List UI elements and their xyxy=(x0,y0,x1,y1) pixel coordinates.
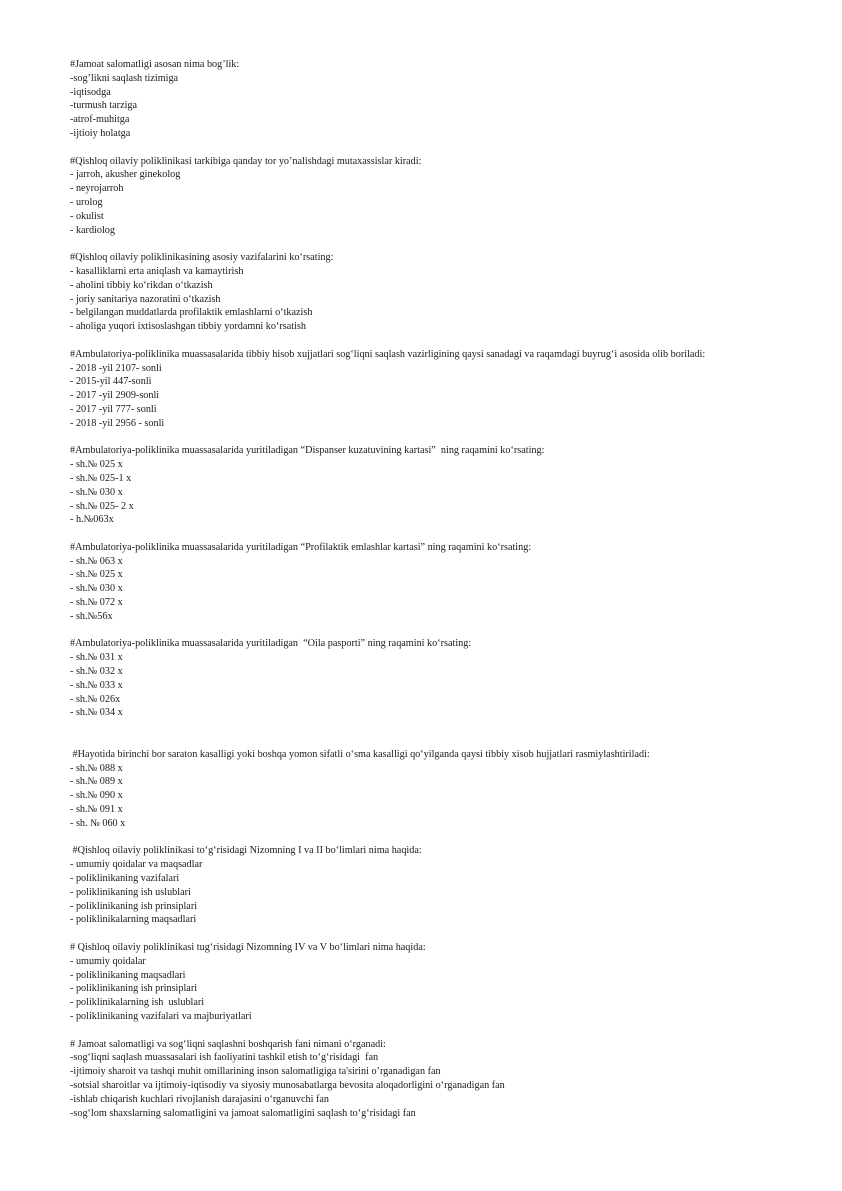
question-block-3 xyxy=(70,251,782,334)
answer-option: -ijtimoiy sharoit va tashqi muhit omillarining inson salomatligiga ta'sirini o’rganadigan fan xyxy=(70,1066,441,1078)
answer-option: - sh.№ 030 x xyxy=(70,583,123,595)
answer-option: - kasalliklarni erta aniqlash va kamaytirish xyxy=(70,265,244,277)
question-text: # Qishloq oilaviy poliklinikasi tug‘risidagi Nizomning IV va V bo‘limlari nima haqida: xyxy=(70,942,426,953)
answer-option: - aholiga yuqori ixtisoslashgan tibbiy yordamni ko‘rsatish xyxy=(70,321,306,333)
answer-option: -sog‘lom shaxslarning salomatligini va jamoat salomatligini saqlash to‘g‘risidagi fan xyxy=(70,1107,416,1119)
question-block-4 xyxy=(70,348,782,431)
answer-option: -sog‘liqni saqlash muassasalari ish faoliyatini tashkil etish to‘g‘risidagi fan xyxy=(70,1052,379,1064)
answer-option: - sh.№ 088 x xyxy=(70,762,123,774)
answer-option: - poliklinikaning vazifalari xyxy=(70,873,180,885)
answer-option: - 2017 -yil 777- sonli xyxy=(70,403,157,415)
question-block-5 xyxy=(70,444,782,527)
question-text: # Jamoat salomatligi va sog‘liqni saqlashni boshqarish fani nimani o‘rganadi: xyxy=(70,1038,386,1050)
question-block-11 xyxy=(70,1038,782,1121)
answer-option: - kardiolog xyxy=(70,224,115,236)
answer-option: -ishlab chiqarish kuchlari rivojlanish darajasini o‘rganuvchi fan xyxy=(70,1093,329,1105)
answer-option: - sh.№ 025 x xyxy=(70,569,123,581)
answer-option: -sotsial sharoitlar va ijtimoiy-iqtisodiy va siyosiy munosabatlarga bevosita aloqadorligini o‘rganadigan fan xyxy=(70,1079,505,1091)
answer-option: - okulist xyxy=(70,210,104,222)
answer-option: - jarroh, akusher ginekolog xyxy=(70,169,181,181)
question-text: #Qishloq oilaviy poliklinikasi tarkibiga qanday tor yo’nalishdagi mutaxassislar kiradi: xyxy=(70,155,422,167)
answer-option: - sh.№ 031 x xyxy=(70,652,123,664)
answer-option: - poliklinikaning ish prinsiplari xyxy=(70,900,198,912)
question-text: #Qishloq oilaviy poliklinikasining asosiy vazifalarini ko‘rsating: xyxy=(70,252,334,264)
answer-option: -ijtioiy holatga xyxy=(70,127,131,139)
answer-option: - sh.№ 033 x xyxy=(70,679,123,691)
answer-option: - sh.№ 026x xyxy=(70,693,121,705)
question-block-1 xyxy=(70,58,782,141)
answer-option: - poliklinikaning vazifalari va majburiyatlari xyxy=(70,1010,252,1022)
answer-option: -atrof-muhitga xyxy=(70,114,130,126)
answer-option: - sh.№ 072 x xyxy=(70,597,123,609)
question-text: #Qishloq oilaviy poliklinikasi to‘g‘risidagi Nizomning I va II bo‘limlari nima haqida: xyxy=(70,845,422,857)
answer-option: - sh.№ 030 x xyxy=(70,486,123,498)
question-text: #Jamoat salomatligi asosan nima bog’lik: xyxy=(70,59,240,70)
question-text: #Ambulatoriya-poliklinika muassasalarida yuritiladigan “Dispanser kuzatuvining kartasi” ning raqamini ko‘rsating: xyxy=(70,445,545,457)
answer-option: - sh.№ 025 x xyxy=(70,459,123,471)
question-block-8 xyxy=(70,748,782,831)
answer-option: - poliklinikaning maqsadlari xyxy=(70,969,186,981)
question-text: #Hayotida birinchi bor saraton kasalligi yoki boshqa yomon sifatli o‘sma kasalligi qo‘yilganda qaysi tibbiy xisob hujjatlari rasmiylashtiriladi: xyxy=(70,748,650,760)
answer-option: - sh.№ 090 x xyxy=(70,790,123,802)
answer-option: - sh.№ 034 x xyxy=(70,707,123,719)
answer-option: - 2015-yil 447-sonli xyxy=(70,376,152,388)
answer-option: -sog’likni saqlash tizimiga xyxy=(70,72,179,84)
question-text: #Ambulatoriya-poliklinika muassasalarida tibbiy hisob xujjatlari sog‘liqni saqlash vazirligining qaysi sanadagi va raqamdagi buyrug‘i asosida olib boriladi: xyxy=(70,348,706,360)
answer-option: - poliklinikaning ish uslublari xyxy=(70,886,191,898)
question-block-10 xyxy=(70,941,782,1024)
question-block-6 xyxy=(70,541,782,624)
question-text: #Ambulatoriya-poliklinika muassasalarida yuritiladigan “Oila pasporti” ning raqamini ko‘rsating: xyxy=(70,638,472,650)
answer-option: - sh. № 060 x xyxy=(70,817,126,829)
answer-option: - sh.№ 089 x xyxy=(70,776,123,788)
answer-option: - neyrojarroh xyxy=(70,183,124,195)
answer-option: - poliklinikaning ish prinsiplari xyxy=(70,983,198,995)
answer-option: - 2018 -yil 2956 - sonli xyxy=(70,417,165,429)
answer-option: - 2018 -yil 2107- sonli xyxy=(70,362,162,374)
answer-option: - aholini tibbiy ko‘rikdan o‘tkazish xyxy=(70,279,213,291)
answer-option: - sh.№ 063 x xyxy=(70,555,123,567)
answer-option: - umumiy qoidalar xyxy=(70,955,146,967)
question-text: #Ambulatoriya-poliklinika muassasalarida yuritiladigan “Profilaktik emlashlar kartasi” ning raqamini ko‘rsating: xyxy=(70,541,532,553)
answer-option: -iqtisodga xyxy=(70,86,111,98)
answer-option: - joriy sanitariya nazoratini o‘tkazish xyxy=(70,293,221,305)
answer-option: - urolog xyxy=(70,196,103,208)
answer-option: -turmush tarziga xyxy=(70,100,138,112)
answer-option: - h.№063x xyxy=(70,514,114,526)
answer-option: - sh.№ 032 x xyxy=(70,666,123,678)
answer-option: - sh.№ 025-1 x xyxy=(70,472,132,484)
question-block-9 xyxy=(70,844,782,927)
answer-option: - belgilangan muddatlarda profilaktik emlashlarni o‘tkazish xyxy=(70,307,313,319)
answer-option: - umumiy qoidalar va maqsadlar xyxy=(70,859,203,871)
answer-option: - sh.№56x xyxy=(70,610,113,622)
question-block-7 xyxy=(70,637,782,720)
answer-option: - 2017 -yil 2909-sonli xyxy=(70,390,160,402)
answer-option: - poliklinikalarning ish uslublari xyxy=(70,997,205,1009)
question-block-2 xyxy=(70,155,782,238)
answer-option: - sh.№ 025- 2 x xyxy=(70,500,134,512)
answer-option: - sh.№ 091 x xyxy=(70,804,123,816)
answer-option: - poliklinikalarning maqsadlari xyxy=(70,914,197,926)
